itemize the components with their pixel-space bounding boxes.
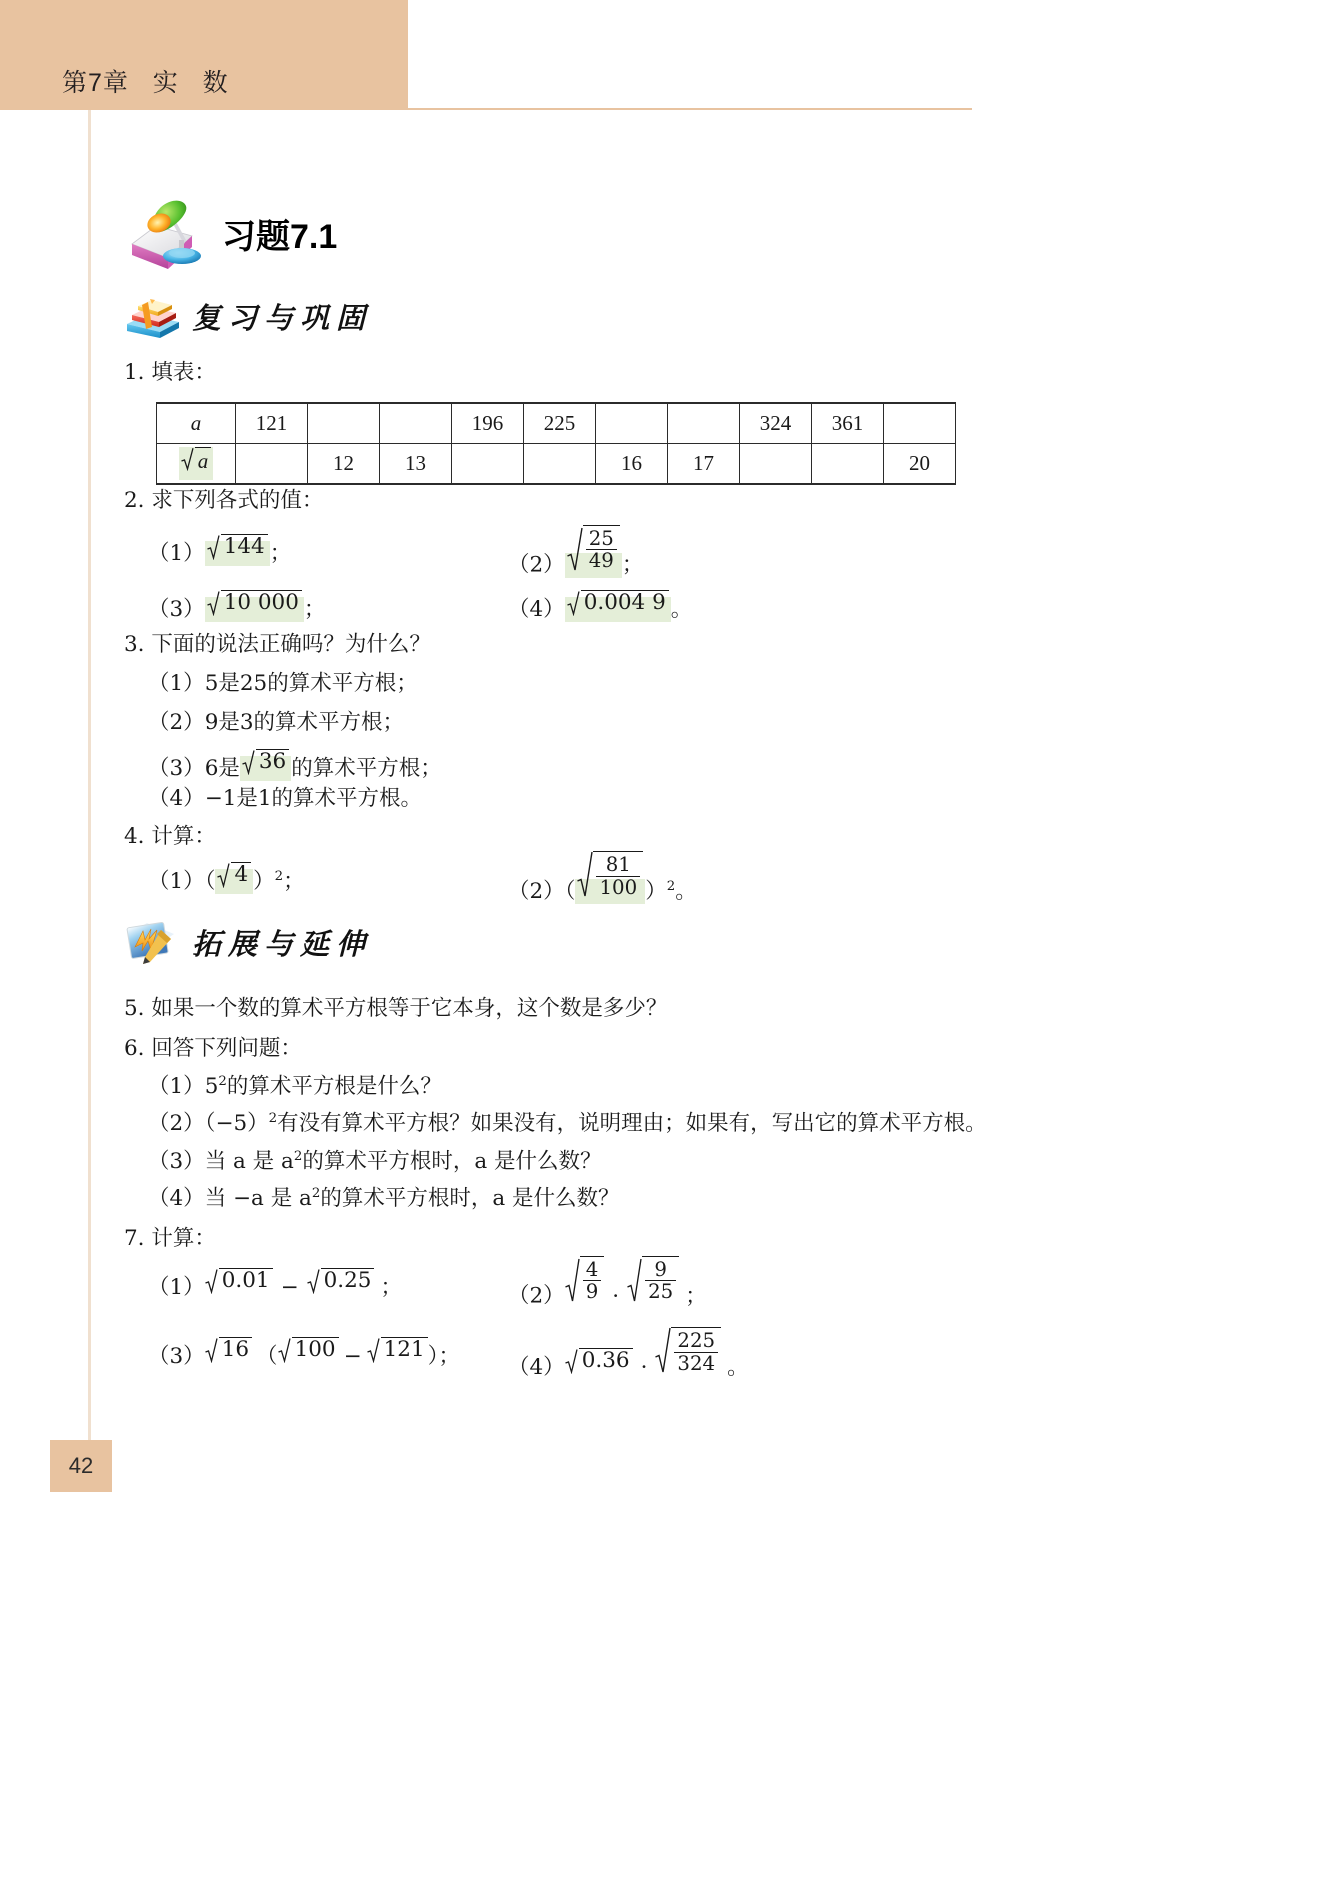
- q7-item-3-mid-radicand: 100: [292, 1337, 339, 1363]
- q3-item-3-text-after: 的算术平方根；: [291, 756, 442, 781]
- q2-item-3-label: （3）: [148, 597, 205, 622]
- q4-item-1-exponent: 2: [274, 868, 284, 884]
- cell-sqrt-0[interactable]: [236, 444, 308, 485]
- q7-item-3-open: （: [256, 1344, 278, 1369]
- section-label-review: 复习与巩固: [192, 300, 373, 335]
- q7-item-1-tail: ；: [380, 1275, 402, 1300]
- cell-sqrt-5[interactable]: 16: [596, 444, 668, 485]
- q7-item-3-tail: ；: [438, 1344, 460, 1369]
- q2-item-4: [508, 590, 692, 621]
- row-label-sqrt-a: [157, 444, 236, 485]
- q4-item-1-tail: ；: [283, 869, 305, 894]
- q7-item-1-operator: −: [280, 1275, 299, 1300]
- cell-a-8[interactable]: 361: [812, 403, 884, 444]
- q5-prompt: 5. 如果一个数的算术平方根等于它本身，这个数是多少？: [124, 996, 668, 1021]
- q4-item-2-open: （: [564, 879, 576, 904]
- q2-item-3-tail: ；: [303, 597, 326, 622]
- q2-item-2-label: （2）: [508, 552, 565, 578]
- cell-a-3[interactable]: 196: [452, 403, 524, 444]
- q2-item-2-numerator: 25: [588, 527, 614, 550]
- q4-item-1: [148, 862, 305, 893]
- table-row-sqrt-a: [157, 444, 956, 485]
- q6-item-2: [148, 1112, 987, 1135]
- section-label-extend: 拓展与延伸: [192, 926, 373, 961]
- q2-item-2-denominator: 49: [586, 549, 617, 571]
- q7-item-3-close: ）: [427, 1344, 439, 1369]
- q7-item-4-label: （4）: [508, 1355, 565, 1380]
- q6-item-1-base: 5: [204, 1074, 219, 1100]
- q4-item-2-label: （2）: [508, 879, 565, 904]
- q4-item-1-close: ）: [253, 869, 275, 894]
- q7-item-1: [148, 1268, 402, 1299]
- row-label-a: [157, 403, 236, 444]
- q6-item-3-text: 的算术平方根时，a 是什么数？: [302, 1149, 602, 1175]
- q7-item-2-tail: ；: [685, 1283, 707, 1309]
- q7-item-3: [148, 1337, 460, 1368]
- cell-sqrt-3[interactable]: [452, 444, 524, 485]
- q6-item-4: [148, 1187, 619, 1210]
- q2-prompt: 2. 求下列各式的值：: [124, 488, 324, 513]
- q7-prompt: 7. 计算：: [124, 1226, 216, 1251]
- cell-a-6[interactable]: [668, 403, 740, 444]
- q4-item-1-open: （: [204, 869, 216, 894]
- cell-a-0[interactable]: 121: [236, 403, 308, 444]
- exercise-title: 习题7.1: [222, 217, 338, 256]
- q2-item-3-radicand: 10 000: [221, 590, 302, 616]
- q4-item-2-denominator: 100: [596, 876, 640, 898]
- cell-sqrt-2[interactable]: 13: [380, 444, 452, 485]
- q3-item-4-text: −1是1的算术平方根。: [204, 786, 423, 811]
- cell-sqrt-1[interactable]: 12: [308, 444, 380, 485]
- q3-item-2: [148, 712, 404, 734]
- left-margin-rule: [88, 110, 91, 1455]
- q6-item-3-label: （3）: [148, 1149, 205, 1175]
- q4-item-1-radicand: 4: [231, 862, 251, 888]
- q7-item-3-label: （3）: [148, 1344, 205, 1369]
- q2-item-2: [508, 525, 643, 576]
- q7-item-4: [508, 1326, 749, 1379]
- q7-item-2-right-numerator: 9: [654, 1258, 667, 1281]
- q2-item-2-tail: ；: [621, 552, 644, 578]
- q2-item-4-radicand: 0.004 9: [581, 590, 669, 616]
- q3-item-1: [148, 673, 418, 695]
- q6-item-3-exponent: 2: [293, 1149, 303, 1164]
- q7-item-2: [508, 1256, 707, 1307]
- q3-prompt: 3. 下面的说法正确吗？为什么？: [124, 632, 431, 657]
- q7-item-3-operator: −: [343, 1344, 362, 1369]
- q6-prompt: 6. 回答下列问题：: [124, 1036, 302, 1061]
- cell-a-9[interactable]: [884, 403, 956, 444]
- q6-item-1: [148, 1075, 442, 1098]
- q4-item-2: [508, 850, 697, 903]
- q7-item-2-left-denominator: 9: [583, 1280, 602, 1302]
- q6-item-2-exponent: 2: [268, 1111, 278, 1126]
- section-heading-extend: [124, 920, 372, 964]
- q2-item-1: [148, 534, 291, 565]
- q3-item-4: [148, 788, 422, 810]
- q6-item-1-label: （1）: [148, 1074, 205, 1100]
- q2-item-1-label: （1）: [148, 541, 205, 566]
- q7-item-1-left-radicand: 0.01: [219, 1268, 273, 1294]
- q6-item-1-text: 的算术平方根是什么？: [226, 1074, 442, 1100]
- q3-item-1-label: （1）: [148, 671, 205, 696]
- page-number-box: [50, 1440, 112, 1492]
- q7-item-2-right-denominator: 25: [645, 1280, 676, 1302]
- q7-item-1-label: （1）: [148, 1275, 205, 1300]
- cell-a-2[interactable]: [380, 403, 452, 444]
- table-row-a: [157, 403, 956, 444]
- q1-prompt: 1. 填表：: [124, 360, 216, 385]
- cell-sqrt-7[interactable]: [740, 444, 812, 485]
- q7-item-2-left-numerator: 4: [585, 1258, 599, 1281]
- q2-item-4-label: （4）: [508, 597, 565, 622]
- q6-item-3: [148, 1150, 601, 1173]
- cell-a-4[interactable]: 225: [524, 403, 596, 444]
- q2-item-1-tail: ；: [269, 541, 292, 566]
- q4-item-1-label: （1）: [148, 869, 205, 894]
- page-number: 42: [68, 1453, 94, 1478]
- q7-item-3-right-radicand: 121: [381, 1337, 428, 1363]
- q2-item-3: [148, 590, 325, 621]
- fill-in-table: [156, 402, 956, 485]
- q7-item-3-left-radicand: 16: [219, 1337, 252, 1363]
- q6-item-2-text: 有没有算术平方根？如果没有，说明理由；如果有，写出它的算术平方根。: [277, 1111, 987, 1137]
- q7-item-2-operator: ·: [612, 1283, 620, 1309]
- q3-item-4-label: （4）: [148, 786, 205, 811]
- q6-item-2-label: （2）: [148, 1111, 205, 1137]
- stacked-books-icon: [124, 294, 182, 338]
- exercise-title-row: [126, 192, 337, 274]
- cell-sqrt-9[interactable]: 20: [884, 444, 956, 485]
- q2-item-1-radicand: 144: [221, 534, 268, 560]
- cell-a-7[interactable]: 324: [740, 403, 812, 444]
- header-rule: [408, 108, 972, 110]
- chapter-header-title: 第7章 实 数: [62, 69, 229, 97]
- q3-item-2-label: （2）: [148, 710, 205, 735]
- cell-sqrt-6[interactable]: 17: [668, 444, 740, 485]
- q3-item-3-text-before: 6是: [204, 756, 240, 781]
- cell-a-5[interactable]: [596, 403, 668, 444]
- q6-item-4-text: 的算术平方根时，a 是什么数？: [320, 1186, 620, 1212]
- q6-item-3-base: 当 a 是 a: [204, 1149, 294, 1175]
- q4-item-2-tail: 。: [675, 879, 697, 904]
- lightning-pencil-icon: [124, 920, 182, 964]
- q6-item-2-base: （−5）: [204, 1111, 269, 1137]
- q7-item-1-right-radicand: 0.25: [321, 1268, 375, 1294]
- q4-item-2-exponent: 2: [666, 878, 676, 894]
- q3-item-3-label: （3）: [148, 756, 205, 781]
- q3-item-3-radicand: 36: [256, 749, 289, 775]
- desk-lamp-icon: [126, 192, 210, 274]
- q3-item-3: [148, 749, 442, 780]
- q6-item-4-base: 当 −a 是 a: [204, 1186, 312, 1212]
- q6-item-1-exponent: 2: [218, 1074, 227, 1089]
- q3-item-2-text: 9是3的算术平方根；: [204, 710, 405, 735]
- q7-item-4-tail: 。: [727, 1355, 749, 1380]
- q3-item-1-text: 5是25的算术平方根；: [204, 671, 418, 696]
- q4-item-2-close: ）: [645, 879, 667, 904]
- variable-a: a: [190, 411, 202, 435]
- q7-item-4-operator: ·: [640, 1355, 648, 1380]
- q7-item-4-denominator: 324: [674, 1352, 718, 1374]
- cell-sqrt-8[interactable]: [812, 444, 884, 485]
- q7-item-4-left-radicand: 0.36: [579, 1348, 633, 1374]
- sqrt-a-label: a: [179, 447, 214, 480]
- section-heading-review: [124, 294, 372, 338]
- q2-item-4-tail: 。: [670, 597, 693, 622]
- q6-item-4-exponent: 2: [311, 1186, 321, 1201]
- q6-item-4-label: （4）: [148, 1186, 205, 1212]
- q7-item-2-label: （2）: [508, 1283, 565, 1309]
- q7-item-4-numerator: 225: [677, 1329, 716, 1353]
- cell-sqrt-4[interactable]: [524, 444, 596, 485]
- cell-a-1[interactable]: [308, 403, 380, 444]
- q4-prompt: 4. 计算：: [124, 824, 216, 849]
- q4-item-2-numerator: 81: [605, 853, 631, 877]
